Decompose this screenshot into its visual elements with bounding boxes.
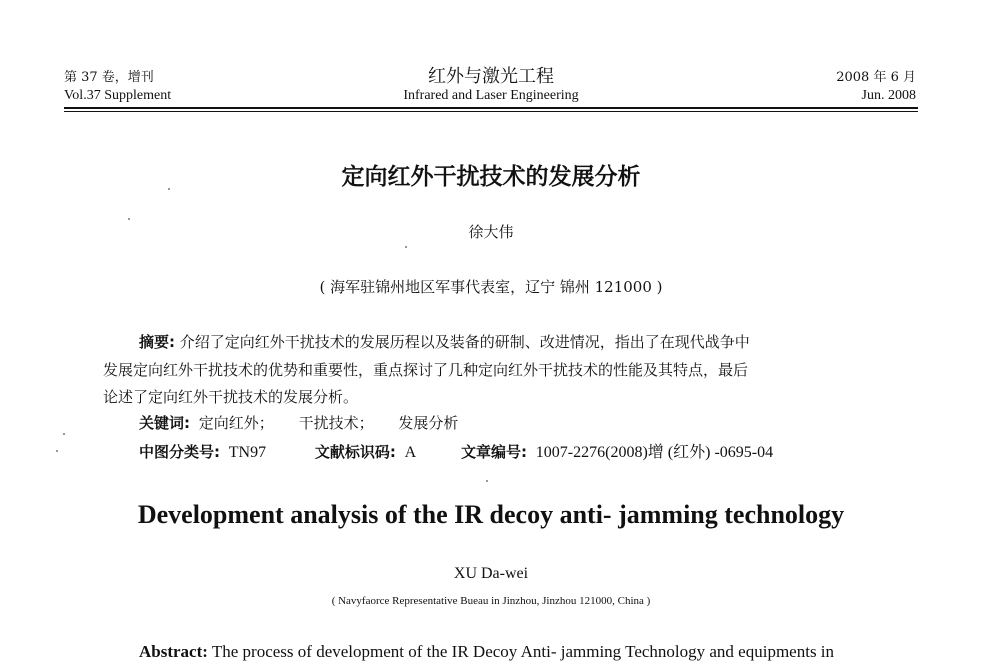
scan-speck	[56, 450, 58, 452]
scan-speck	[405, 246, 407, 248]
doc-code-label: 文献标识码:	[314, 443, 396, 461]
affiliation-cn: ( 海军驻锦州地区军事代表室，辽宁 锦州 121000 )	[319, 278, 663, 296]
affiliation-en: ( Navyfaorce Representative Bueau in Jinzhou, Jinzhou 121000, China )	[331, 595, 651, 607]
keyword-2: 干扰技术；	[298, 414, 374, 432]
abstract-label-en: Abstract:	[139, 642, 208, 661]
abstract-cn-text-1: 介绍了定向红外干扰技术的发展历程以及装备的研制、改进情况，指出了在现代战争中	[179, 333, 750, 351]
article-no-value: 1007-2276(2008)增 (红外) -0695-04	[535, 444, 774, 461]
header-volume-cn: 第 37 卷，增刊	[64, 70, 154, 85]
abstract-cn-line-1	[139, 331, 750, 352]
classification-line	[139, 439, 773, 462]
header-date-en: Jun. 2008	[861, 88, 916, 103]
clc-value: TN97	[228, 444, 267, 461]
header-rule-thick	[64, 107, 918, 109]
article-no-label: 文章编号:	[461, 443, 528, 461]
abstract-en-line-1	[139, 642, 834, 662]
keyword-1: 定向红外；	[198, 414, 274, 432]
abstract-cn-line-2: 发展定向红外干扰技术的优势和重要性，重点探讨了几种定向红外干扰技术的性能及其特点，最后	[103, 361, 749, 379]
keyword-3: 发展分析	[398, 414, 459, 432]
doc-code-value: A	[404, 444, 417, 461]
header-volume-en: Vol.37 Supplement	[64, 88, 172, 103]
abstract-cn-line-3: 论述了定向红外干扰技术的发展分析。	[103, 388, 359, 406]
article-title-cn: 定向红外干扰技术的发展分析	[341, 164, 641, 190]
clc-label: 中图分类号:	[139, 443, 220, 461]
keywords-line	[139, 412, 458, 433]
header-journal-en: Infrared and Laser Engineering	[403, 88, 579, 103]
header-date-cn: 2008 年 6 月	[836, 70, 916, 85]
header-rule-thin	[64, 111, 918, 112]
scan-speck	[128, 218, 130, 220]
keywords-label: 关键词:	[139, 414, 190, 432]
abstract-en-text-1: The process of development of the IR Decoy Anti- jamming Technology and equipments in	[211, 642, 835, 661]
article-title-en: Development analysis of the IR decoy anti- jamming technology	[137, 500, 845, 529]
author-en: XU Da-wei	[453, 565, 529, 582]
scan-speck	[486, 480, 488, 482]
header-journal-cn: 红外与激光工程	[428, 66, 554, 87]
author-cn: 徐大伟	[468, 223, 514, 241]
abstract-label-cn: 摘要:	[139, 333, 175, 351]
scan-speck	[63, 433, 65, 435]
